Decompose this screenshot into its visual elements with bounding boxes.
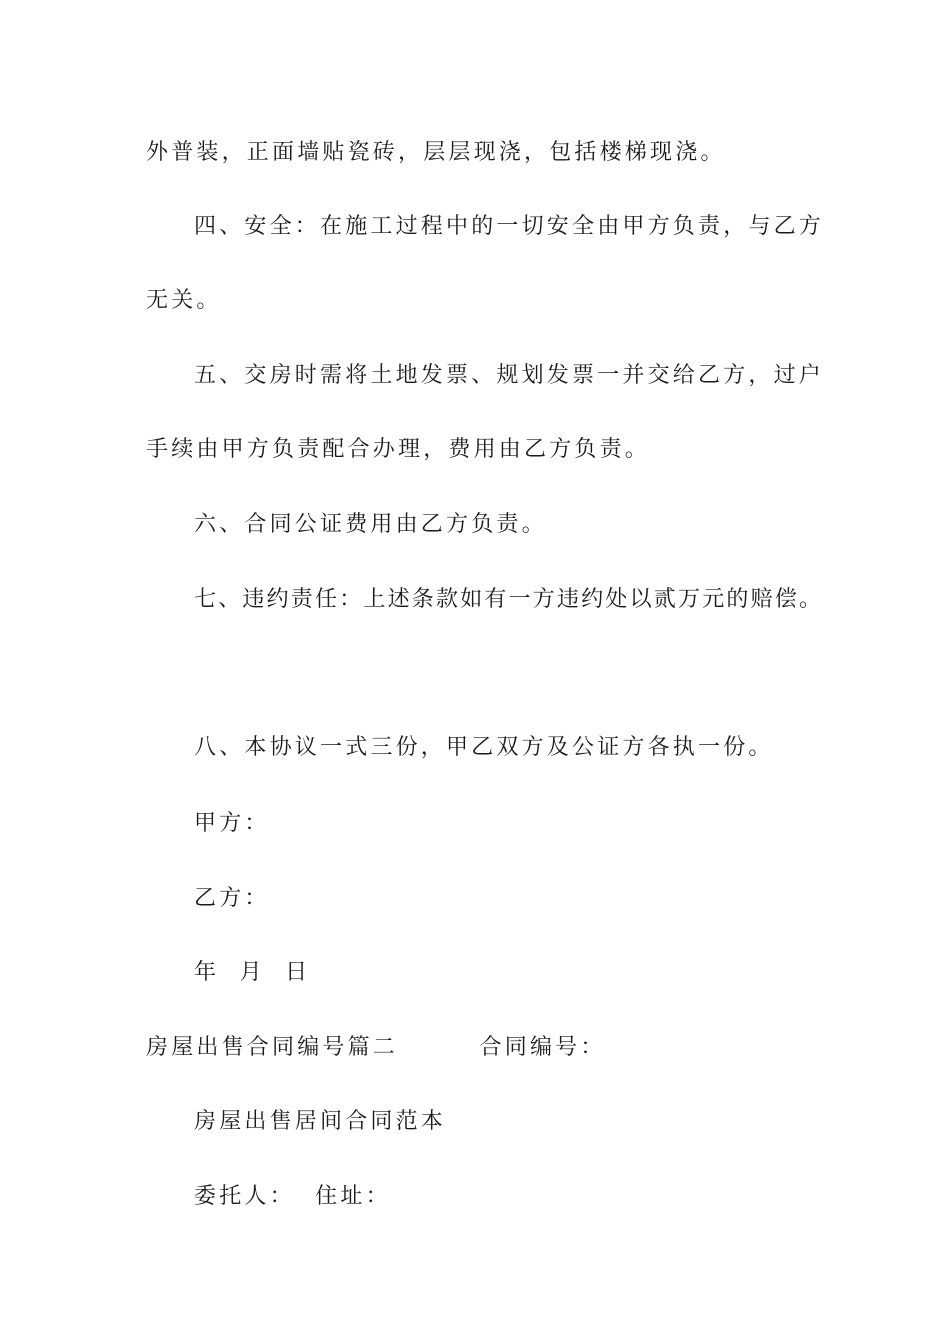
paragraph-continuation-finish: 外普装，正面墙贴瓷砖，层层现浇，包括楼梯现浇。 xyxy=(146,140,726,165)
section-heading-contract-2: 房屋出售合同编号篇二 合同编号： xyxy=(146,1035,606,1060)
clause-4-safety: 四、安全：在施工过程中的一切安全由甲方负责，与乙方 xyxy=(194,214,825,239)
contract-template-title: 房屋出售居间合同范本 xyxy=(194,1109,447,1134)
party-a-signature: 甲方： xyxy=(194,811,270,836)
date-line: 年 月 日 xyxy=(194,960,311,985)
clause-4-safety-cont: 无关。 xyxy=(146,288,222,313)
party-b-signature: 乙方： xyxy=(194,886,270,911)
clause-6-notary-fee: 六、合同公证费用由乙方负责。 xyxy=(194,512,547,537)
clause-5-handover: 五、交房时需将土地发票、规划发票一并交给乙方，过户 xyxy=(194,363,825,388)
clause-7-breach: 七、违约责任：上述条款如有一方违约处以贰万元的赔偿。 xyxy=(194,587,824,612)
clause-8-copies: 八、本协议一式三份，甲乙双方及公证方各执一份。 xyxy=(194,735,774,760)
clause-5-handover-cont: 手续由甲方负责配合办理，费用由乙方负责。 xyxy=(146,437,651,462)
principal-address-line: 委托人： 住址： xyxy=(194,1184,391,1209)
